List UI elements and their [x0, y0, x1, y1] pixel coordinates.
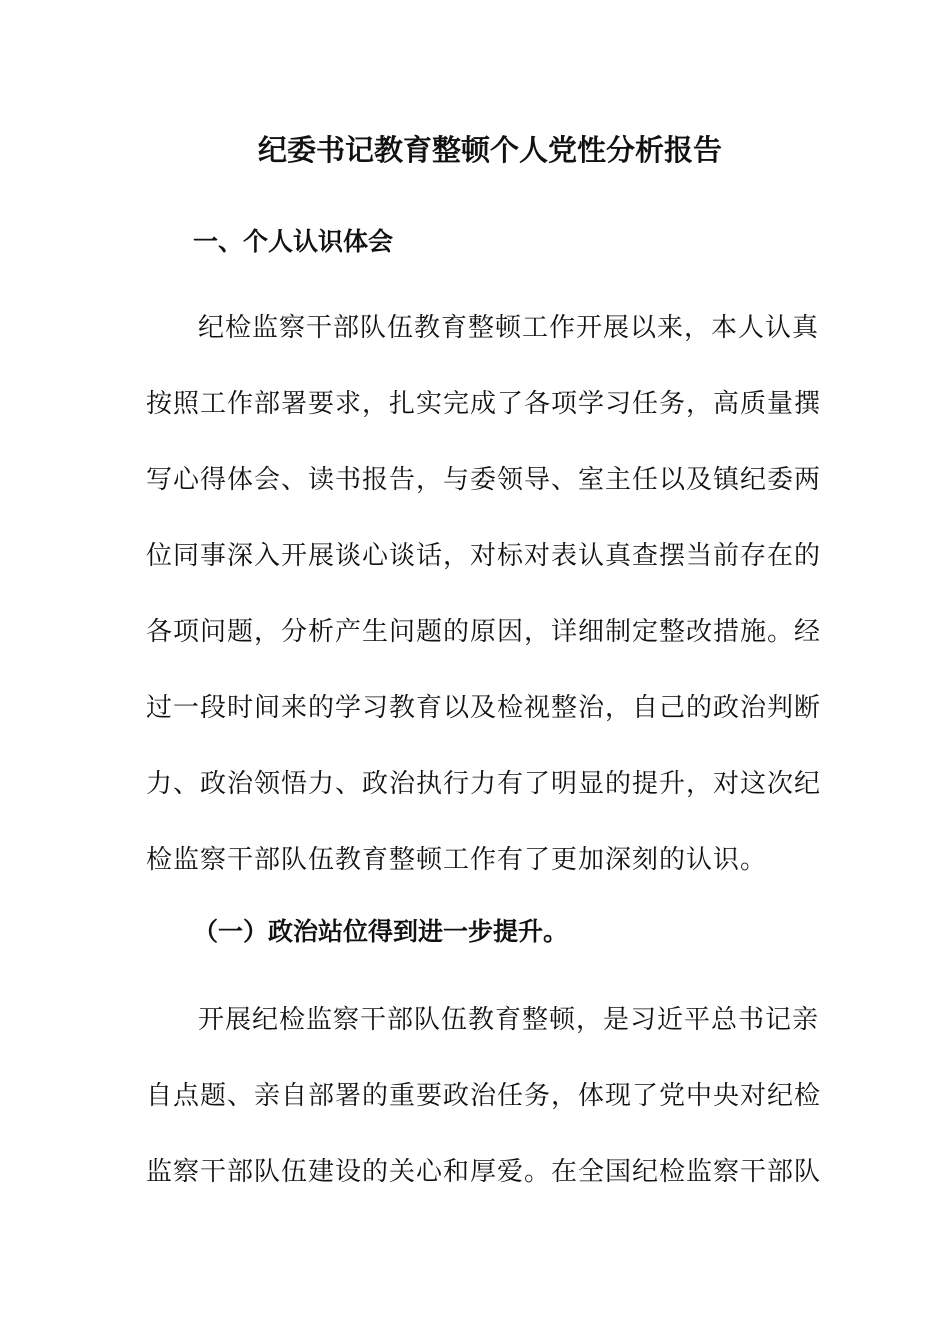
- section-1-paragraph: [146, 290, 822, 898]
- section-heading-personal-understanding: 一、个人认识体会: [193, 227, 394, 256]
- document-title: 纪委书记教育整顿个人党性分析报告: [257, 133, 722, 167]
- subsection-1-paragraph: [146, 982, 822, 1210]
- paragraph-line: 过一段时间来的学习教育以及检视整治，自己的政治判断: [146, 693, 822, 723]
- paragraph-line: 力、政治领悟力、政治执行力有了明显的提升，对这次纪: [146, 769, 822, 799]
- paragraph-line: 纪检监察干部队伍教育整顿工作开展以来，本人认真: [198, 313, 820, 343]
- paragraph-line: 自点题、亲自部署的重要政治任务，体现了党中央对纪检: [146, 1081, 822, 1111]
- subsection-heading-political-stance: （一）政治站位得到进一步提升。: [193, 917, 569, 946]
- paragraph-line: 监察干部队伍建设的关心和厚爱。在全国纪检监察干部队: [146, 1157, 822, 1187]
- paragraph-line: 各项问题，分析产生问题的原因，详细制定整改措施。经: [146, 617, 822, 647]
- paragraph-line: 开展纪检监察干部队伍教育整顿，是习近平总书记亲: [198, 1005, 820, 1035]
- paragraph-line: 位同事深入开展谈心谈话，对标对表认真查摆当前存在的: [146, 541, 822, 571]
- paragraph-line: 写心得体会、读书报告，与委领导、室主任以及镇纪委两: [146, 465, 822, 495]
- paragraph-line: 按照工作部署要求，扎实完成了各项学习任务，高质量撰: [146, 389, 822, 419]
- paragraph-line: 检监察干部队伍教育整顿工作有了更加深刻的认识。: [146, 845, 768, 875]
